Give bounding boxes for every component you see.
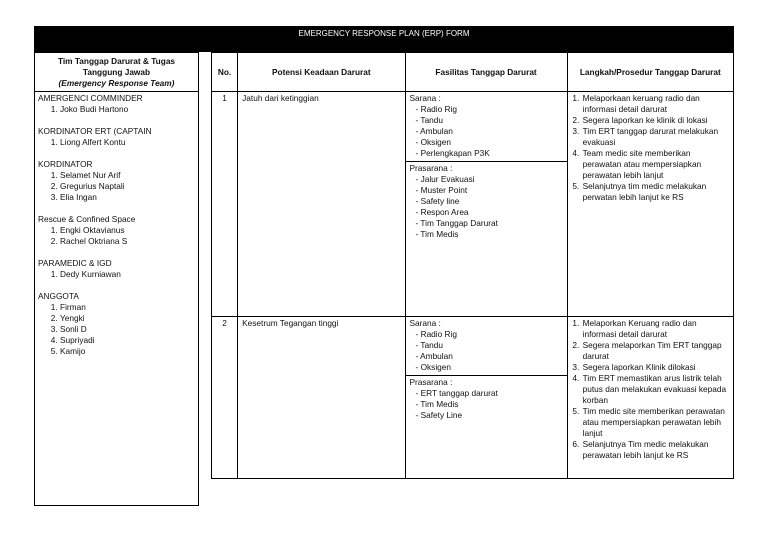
row-langkah — [567, 92, 733, 317]
langkah-step: 3. Segera laporkan Klinik dilokasi — [582, 362, 729, 373]
team-group — [38, 126, 194, 148]
team-group — [38, 291, 194, 357]
langkah-step: 5. Tim medic site memberikan perawatan atau mempersiapkan perawatan lebih lanjut — [582, 406, 729, 439]
team-member: 3. Sonli D — [60, 324, 194, 335]
row-fasilitas — [405, 92, 567, 317]
prasarana-list — [410, 388, 563, 421]
procedure-row — [212, 92, 734, 317]
prasarana-item: - Tim Tanggap Darurat — [416, 218, 563, 229]
langkah-step: 4. Team medic site memberikan perawatan atau mempersiapkan perawatan lebih lanjut — [582, 148, 729, 181]
langkah-list — [572, 93, 729, 203]
prasarana-label: Prasarana : — [409, 377, 453, 387]
sarana-label: Sarana : — [409, 318, 441, 328]
langkah-step: 1. Melaporkan Keruang radio dan informasi detail darurat — [582, 318, 729, 340]
header-langkah: Langkah/Prosedur Tanggap Darurat — [567, 53, 733, 92]
row-number: 1 — [212, 92, 238, 317]
prasarana-item: - Safety line — [416, 196, 563, 207]
team-member: 2. Yengki — [60, 313, 194, 324]
sarana-item: - Radio Rig — [416, 104, 563, 115]
row-number: 2 — [212, 317, 238, 479]
sarana-item: - Oksigen — [416, 362, 563, 373]
langkah-step: 5. Selanjutnya tim medic melakukan perwatan lebih lanjut ke RS — [582, 181, 729, 203]
team-member-list — [38, 225, 194, 247]
sarana-list — [410, 104, 563, 159]
prasarana-item: - ERT tanggap darurat — [416, 388, 563, 399]
team-header-line2: Tanggung Jawab — [82, 66, 151, 77]
langkah-step: 3. Tim ERT tanggap darurat melakukan evakuasi — [582, 126, 729, 148]
prasarana-item: - Muster Point — [416, 185, 563, 196]
team-header-row — [35, 53, 199, 92]
team-group — [38, 93, 194, 115]
form-title: EMERGENCY RESPONSE PLAN (ERP) FORM — [298, 29, 470, 38]
prasarana-item: - Tim Medis — [416, 399, 563, 410]
sarana-item: - Radio Rig — [416, 329, 563, 340]
team-header-line1: Tim Tanggap Darurat & Tugas — [57, 55, 176, 66]
team-group — [38, 258, 194, 280]
erp-procedure-table — [211, 52, 734, 479]
header-potensi: Potensi Keadaan Darurat — [238, 53, 405, 92]
langkah-step: 1. Melaporkaan keruang radio dan informasi detail darurat — [582, 93, 729, 115]
prasarana-list — [410, 174, 563, 240]
langkah-step: 4. Tim ERT memastikan arus listrik telah putus dan melakukan evakuasi kepada korban — [582, 373, 729, 406]
langkah-step: 2. Segera melaporkan Tim ERT tanggap darurat — [582, 340, 729, 362]
row-potensi: Kesetrum Tegangan tinggi — [238, 317, 405, 479]
prasarana-item: - Respon Area — [416, 207, 563, 218]
procedure-rows — [212, 92, 734, 479]
team-header-line3: (Emergency Response Team) — [58, 77, 175, 88]
team-member: 1. Selamet Nur Arif — [60, 170, 194, 181]
team-member-list — [38, 137, 194, 148]
team-member: 5. Kamijo — [60, 346, 194, 357]
sarana-item: - Tandu — [416, 340, 563, 351]
team-role: AMERGENCI COMMINDER — [38, 93, 143, 103]
header-no: No. — [212, 53, 238, 92]
prasarana-item: - Jalur Evakuasi — [416, 174, 563, 185]
team-groups — [38, 93, 194, 357]
team-group — [38, 214, 194, 247]
team-member: 4. Supriyadi — [60, 335, 194, 346]
sarana-item: - Ambulan — [416, 351, 563, 362]
team-member-list — [38, 170, 194, 203]
team-role: Rescue & Confined Space — [38, 214, 136, 224]
langkah-step: 2. Segera laporkan ke klinik di lokasi — [582, 115, 729, 126]
team-member: 2. Gregurius Naptali — [60, 181, 194, 192]
procedure-header-row — [212, 53, 734, 92]
prasarana-item: - Tim Medis — [416, 229, 563, 240]
team-member: 1. Liong Alfert Kontu — [60, 137, 194, 148]
team-member: 1. Dedy Kurniawan — [60, 269, 194, 280]
team-member: 1. Firman — [60, 302, 194, 313]
team-member: 1. Joko Budi Hartono — [60, 104, 194, 115]
team-member: 3. Elia Ingan — [60, 192, 194, 203]
team-group — [38, 159, 194, 203]
sarana-item: - Ambulan — [416, 126, 563, 137]
procedure-row — [212, 317, 734, 479]
prasarana-section — [406, 375, 567, 421]
sarana-item: - Perlengkapan P3K — [416, 148, 563, 159]
team-member-list — [38, 104, 194, 115]
row-fasilitas — [405, 317, 567, 479]
team-header — [35, 53, 199, 92]
emergency-team-table — [34, 52, 199, 506]
team-list-cell — [35, 92, 199, 506]
sarana-label: Sarana : — [409, 93, 441, 103]
prasarana-section — [406, 161, 567, 240]
team-member-list — [38, 302, 194, 357]
prasarana-label: Prasarana : — [409, 163, 453, 173]
team-member: 2. Rachel Oktriana S — [60, 236, 194, 247]
sarana-list — [410, 329, 563, 373]
form-title-bar — [34, 26, 734, 52]
row-langkah — [567, 317, 733, 479]
sarana-item: - Tandu — [416, 115, 563, 126]
team-member: 1. Engki Oktavianus — [60, 225, 194, 236]
langkah-list — [572, 318, 729, 461]
sarana-item: - Oksigen — [416, 137, 563, 148]
team-member-list — [38, 269, 194, 280]
team-role: KORDINATOR ERT (CAPTAIN — [38, 126, 152, 136]
row-potensi: Jatuh dari ketinggian — [238, 92, 405, 317]
team-role: KORDINATOR — [38, 159, 93, 169]
prasarana-item: - Safety Line — [416, 410, 563, 421]
team-role: PARAMEDIC & IGD — [38, 258, 112, 268]
header-fasilitas: Fasilitas Tanggap Darurat — [405, 53, 567, 92]
team-body-row — [35, 92, 199, 506]
team-role: ANGGOTA — [38, 291, 79, 301]
langkah-step: 6. Selanjutnya Tim medic melakukan perawatan lebih lanjut ke RS — [582, 439, 729, 461]
